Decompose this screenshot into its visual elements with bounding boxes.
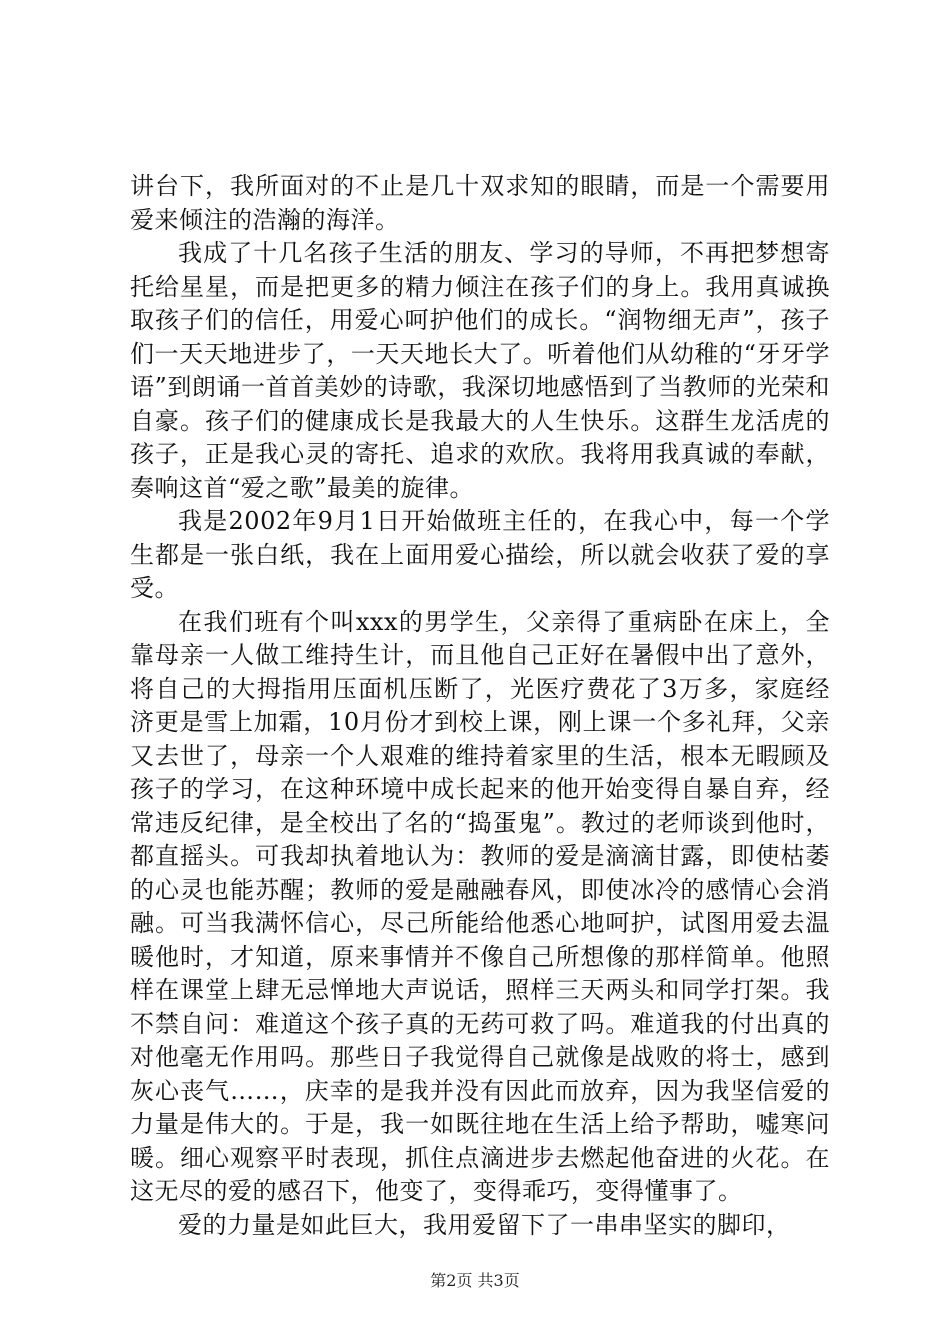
page-number-footer: 第2页 共3页 [430, 1271, 520, 1290]
paragraph: 我成了十几名孩子生活的朋友、学习的导师，不再把梦想寄托给星星，而是把更多的精力倾注在孩子们的身上。我用真诚换取孩子们的信任，用爱心呵护他们的成长。“润物细无声”，孩子们一天天地进步了，一天天地长大了。听着他们从幼稚的“牙牙学语”到朗诵一首首美妙的诗歌，我深切地感悟到了当教师的光荣和自豪。孩子们的健康成长是我最大的人生快乐。这群生龙活虎的孩子，正是我心灵的寄托、追求的欢欣。我将用我真诚的奉献，奏响这首“爱之歌”最美的旋律。 [130, 239, 830, 502]
paragraph: 我是2002年9月1日开始做班主任的，在我心中，每一个学生都是一张白纸，我在上面用爱心描绘，所以就会收获了爱的享受。 [130, 507, 830, 602]
document-body [130, 170, 830, 1242]
paragraph: 讲台下，我所面对的不止是几十双求知的眼睛，而是一个需要用爱来倾注的浩瀚的海洋。 [130, 172, 830, 234]
paragraph: 爱的力量是如此巨大，我用爱留下了一串串坚实的脚印， [178, 1210, 791, 1239]
paragraph: 在我们班有个叫xxx的男学生，父亲得了重病卧在床上，全靠母亲一人做工维持生计，而且他自己正好在暑假中出了意外，将自己的大拇指用压面机压断了，光医疗费花了3万多，家庭经济更是雪上加霜，10月份才到校上课，刚上课一个多礼拜，父亲又去世了，母亲一个人艰难的维持着家里的生活，根本无暇顾及孩子的学习，在这种环境中成长起来的他开始变得自暴自弃，经常违反纪律，是全校出了名的“捣蛋鬼”。教过的老师谈到他时，都直摇头。可我却执着地认为：教师的爱是滴滴甘露，即使枯萎的心灵也能苏醒；教师的爱是融融春风，即使冰冷的感情心会消融。可当我满怀信心，尽己所能给他悉心地呵护，试图用爱去温暖他时，才知道，原来事情并不像自己所想像的那样简单。他照样在课堂上肆无忌惮地大声说话，照样三天两头和同学打架。我不禁自问：难道这个孩子真的无药可救了吗。难道我的付出真的对他毫无作用吗。那些日子我觉得自己就像是战败的将士，感到灰心丧气……，庆幸的是我并没有因此而放弃，因为我坚信爱的力量是伟大的。于是，我一如既往地在生活上给予帮助，嘘寒问暖。细心观察平时表现，抓住点滴进步去燃起他奋进的火花。在这无尽的爱的感召下，他变了，变得乖巧，变得懂事了。 [130, 607, 830, 1205]
